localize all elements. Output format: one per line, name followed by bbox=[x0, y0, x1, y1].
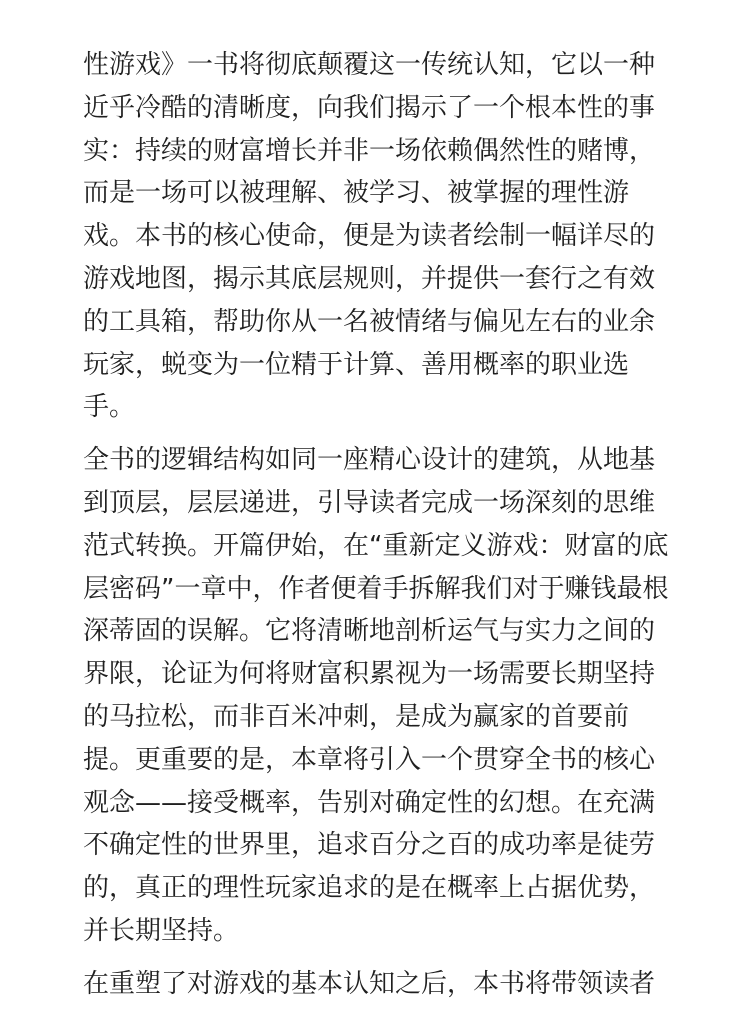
document-body bbox=[83, 44, 669, 1016]
paragraph-3: 在重塑了对游戏的基本认知之后，本书将带领读者 bbox=[83, 968, 656, 999]
paragraph-2: 全书的逻辑结构如同一座精心设计的建筑，从地基到顶层，层层递进，引导读者完成一场深刻的思维范式转换。开篇伊始，在“重新定义游戏：财富的底层密码”一章中，作者便着手拆解我们对于赚钱最根深蒂固的误解。它将清晰地剖析运气与实力之间的界限，论证为何将财富积累视为一场需要长期坚持的马拉松，而非百米冲刺，是成为赢家的首要前提。更重要的是，本章将引入一个贯穿全书的核心观念——接受概率，告别对确定性的幻想。在充满不确定性的世界里，追求百分之百的成功率是徒劳的，真正的理性玩家追求的是在概率上占据优势，并长期坚持。 bbox=[83, 445, 669, 946]
paragraph-1: 性游戏》一书将彻底颠覆这一传统认知，它以一种近乎冷酷的清晰度，向我们揭示了一个根本性的事实：持续的财富增长并非一场依赖偶然性的赌博，而是一场可以被理解、被学习、被掌握的理性游戏。本书的核心使命，便是为读者绘制一幅详尽的游戏地图，揭示其底层规则，并提供一套行之有效的工具箱，帮助你从一名被情绪与偏见左右的业余玩家，蜕变为一位精于计算、善用概率的职业选手。 bbox=[83, 50, 656, 423]
